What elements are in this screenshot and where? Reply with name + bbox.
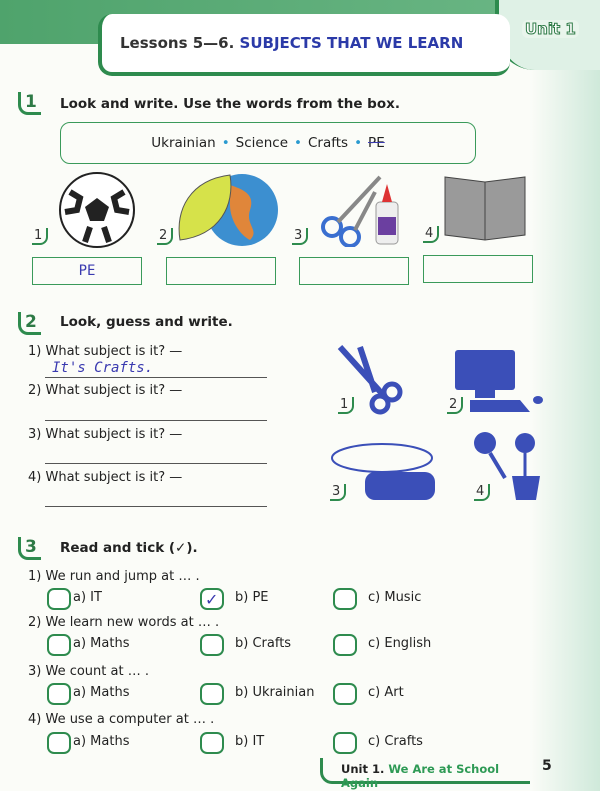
tick-checkbox[interactable] <box>200 683 224 705</box>
answer-box-2[interactable] <box>166 257 276 285</box>
footer-unit: Unit 1. <box>341 762 385 776</box>
tick-checkbox[interactable] <box>333 732 357 754</box>
tick-checkbox[interactable] <box>200 634 224 656</box>
option-label: b) IT <box>235 734 265 749</box>
picture-number: 4 <box>423 226 439 243</box>
tick-checkbox[interactable] <box>47 683 71 705</box>
tick-question: 3) We count at … . <box>28 664 149 679</box>
page-title <box>120 34 463 52</box>
exercise-2-instruction: Look, guess and write. <box>60 314 233 330</box>
word-box: Ukrainian • Science • Crafts • PE <box>60 122 476 164</box>
word: Science <box>235 135 289 151</box>
picture-number: 3 <box>292 228 308 245</box>
tick-question: 1) We run and jump at … . <box>28 569 200 584</box>
computer-silhouette-icon <box>450 345 550 415</box>
picture-number: 2 <box>447 397 463 414</box>
option-label: c) English <box>368 636 432 651</box>
tick-checkbox[interactable] <box>333 634 357 656</box>
option-label: a) Maths <box>73 636 130 651</box>
exercise-1-number: 1 <box>18 92 41 115</box>
answer-box-1[interactable]: PE <box>32 257 142 285</box>
scissors-and-glue-icon <box>320 172 405 247</box>
answer-line[interactable] <box>45 420 267 421</box>
picture-number: 1 <box>338 397 354 414</box>
tick-checkbox[interactable] <box>47 588 71 610</box>
word: Ukrainian <box>151 135 216 151</box>
footer <box>320 758 530 790</box>
answer-line <box>45 377 267 378</box>
answer-line[interactable] <box>45 506 267 507</box>
option-label: b) Ukrainian <box>235 685 315 700</box>
question-1: 1) What subject is it? — <box>28 344 183 359</box>
picture-number: 3 <box>330 484 346 501</box>
answer-1[interactable]: It's Crafts. <box>52 360 154 376</box>
question-2: 2) What subject is it? — <box>28 383 183 398</box>
tick-checkbox[interactable] <box>200 588 224 610</box>
tick-checkbox[interactable] <box>47 634 71 656</box>
exercise-3-number: 3 <box>18 537 41 560</box>
option-label: b) PE <box>235 590 269 605</box>
option-label: c) Art <box>368 685 404 700</box>
tick-checkbox[interactable] <box>333 588 357 610</box>
footer-title: We Are at School Again <box>341 762 500 790</box>
leaf-and-globe-icon <box>170 170 280 250</box>
tick-checkbox[interactable] <box>47 732 71 754</box>
option-label: a) Maths <box>73 734 130 749</box>
question-4: 4) What subject is it? — <box>28 470 183 485</box>
tick-question: 4) We use a computer at … . <box>28 712 215 727</box>
exercise-1-instruction: Look and write. Use the words from the box. <box>60 96 400 112</box>
football-icon <box>55 170 140 250</box>
option-label: a) IT <box>73 590 102 605</box>
option-label: b) Crafts <box>235 636 292 651</box>
answer-line[interactable] <box>45 463 267 464</box>
page-number: 5 <box>542 758 552 774</box>
picture-number: 4 <box>474 484 490 501</box>
exercise-2-number: 2 <box>18 312 41 335</box>
picture-number: 2 <box>157 228 173 245</box>
option-label: c) Music <box>368 590 422 605</box>
word-crossed: PE <box>368 135 385 151</box>
tick-question: 2) We learn new words at … . <box>28 615 220 630</box>
option-label: a) Maths <box>73 685 130 700</box>
tick-checkbox[interactable] <box>200 732 224 754</box>
open-book-icon <box>440 172 530 242</box>
check-mark-icon: ✓ <box>205 590 219 609</box>
option-label: c) Crafts <box>368 734 423 749</box>
hat-silhouette-icon <box>330 440 450 505</box>
lessons-label: Lessons 5—6. <box>120 34 235 52</box>
exercise-3-instruction: Read and tick (✓). <box>60 540 198 556</box>
question-3: 3) What subject is it? — <box>28 427 183 442</box>
answer-box-3[interactable] <box>299 257 409 285</box>
word: Crafts <box>307 135 349 151</box>
tick-checkbox[interactable] <box>333 683 357 705</box>
topic-label: SUBJECTS THAT WE LEARN <box>239 34 464 52</box>
picture-number: 1 <box>32 228 48 245</box>
answer-box-4[interactable] <box>423 255 533 283</box>
unit-badge: Unit 1 <box>522 20 579 38</box>
